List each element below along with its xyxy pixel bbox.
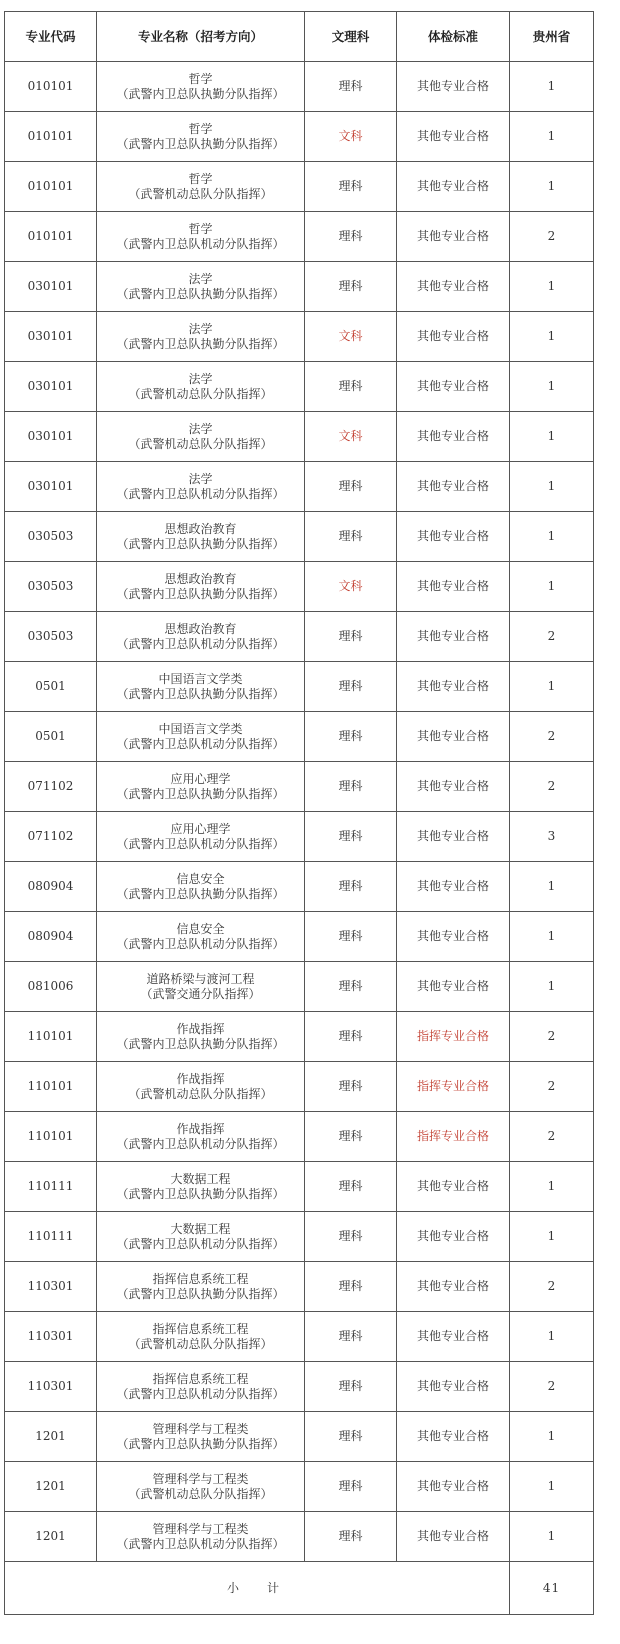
quota-count-cell: 1 xyxy=(510,912,594,962)
header-physical-standard: 体检标准 xyxy=(397,12,510,62)
physical-standard-cell: 其他专业合格 xyxy=(397,312,510,362)
physical-standard-cell: 其他专业合格 xyxy=(397,712,510,762)
quota-count-cell: 1 xyxy=(510,962,594,1012)
major-name: 中国语言文学类 xyxy=(158,671,243,686)
header-subject-track: 文理科 xyxy=(305,12,397,62)
subtotal-row xyxy=(5,1562,594,1615)
subject-track-cell: 文科 xyxy=(305,112,397,162)
major-direction: （武警内卫总队执勤分队指挥） xyxy=(116,886,285,901)
major-code-cell: 030503 xyxy=(5,562,97,612)
subject-track-cell: 理科 xyxy=(305,712,397,762)
subject-track-cell: 理科 xyxy=(305,1512,397,1562)
major-direction: （武警内卫总队机动分队指挥） xyxy=(116,736,285,751)
subject-track-cell: 理科 xyxy=(305,162,397,212)
table-row xyxy=(5,412,594,462)
major-direction: （武警内卫总队执勤分队指挥） xyxy=(116,536,285,551)
quota-count-cell: 1 xyxy=(510,262,594,312)
major-direction: （武警内卫总队机动分队指挥） xyxy=(116,1136,285,1151)
major-name: 法学 xyxy=(188,371,213,386)
physical-standard-cell: 其他专业合格 xyxy=(397,962,510,1012)
quota-count-cell: 1 xyxy=(510,1412,594,1462)
physical-standard-cell: 其他专业合格 xyxy=(397,212,510,262)
major-name: 法学 xyxy=(188,471,213,486)
table-row xyxy=(5,1162,594,1212)
major-name: 信息安全 xyxy=(176,921,225,936)
major-name: 思想政治教育 xyxy=(164,521,237,536)
physical-standard-cell: 其他专业合格 xyxy=(397,412,510,462)
subject-track-cell: 理科 xyxy=(305,1262,397,1312)
table-row xyxy=(5,112,594,162)
quota-count-cell: 1 xyxy=(510,1312,594,1362)
subject-track-cell: 理科 xyxy=(305,1062,397,1112)
physical-standard-cell: 其他专业合格 xyxy=(397,1412,510,1462)
major-direction: （武警内卫总队执勤分队指挥） xyxy=(116,1286,285,1301)
quota-count-cell: 1 xyxy=(510,162,594,212)
physical-standard-cell: 其他专业合格 xyxy=(397,1512,510,1562)
physical-standard-cell: 其他专业合格 xyxy=(397,112,510,162)
major-name-cell xyxy=(97,1462,305,1512)
major-name: 法学 xyxy=(188,321,213,336)
quota-count-cell: 2 xyxy=(510,712,594,762)
major-name-cell xyxy=(97,162,305,212)
major-name: 应用心理学 xyxy=(170,771,231,786)
major-name: 管理科学与工程类 xyxy=(152,1421,249,1436)
table-row xyxy=(5,1462,594,1512)
subtotal-label xyxy=(5,1562,510,1615)
quota-count-cell: 2 xyxy=(510,1262,594,1312)
major-code-cell: 110301 xyxy=(5,1262,97,1312)
major-code-cell: 081006 xyxy=(5,962,97,1012)
major-direction: （武警机动总队分队指挥） xyxy=(128,1486,273,1501)
subtotal-label-text: 小计 xyxy=(226,1580,307,1595)
quota-count-cell: 2 xyxy=(510,762,594,812)
major-name-cell xyxy=(97,212,305,262)
table-row xyxy=(5,1212,594,1262)
major-code-cell: 030101 xyxy=(5,462,97,512)
subject-track-cell: 理科 xyxy=(305,262,397,312)
major-direction: （武警内卫总队机动分队指挥） xyxy=(116,936,285,951)
physical-standard-cell: 其他专业合格 xyxy=(397,1262,510,1312)
table-row xyxy=(5,862,594,912)
table-row xyxy=(5,662,594,712)
physical-standard-cell: 其他专业合格 xyxy=(397,862,510,912)
header-guizhou-quota: 贵州省 xyxy=(510,12,594,62)
quota-count-cell: 2 xyxy=(510,1112,594,1162)
major-code-cell: 110111 xyxy=(5,1162,97,1212)
major-name-cell xyxy=(97,112,305,162)
major-code-cell: 010101 xyxy=(5,112,97,162)
quota-count-cell: 3 xyxy=(510,812,594,862)
subject-track-cell: 理科 xyxy=(305,662,397,712)
physical-standard-cell: 其他专业合格 xyxy=(397,162,510,212)
table-row xyxy=(5,962,594,1012)
major-direction: （武警内卫总队执勤分队指挥） xyxy=(116,136,285,151)
header-major-code: 专业代码 xyxy=(5,12,97,62)
table-row xyxy=(5,262,594,312)
subject-track-cell: 理科 xyxy=(305,62,397,112)
subject-track-cell: 理科 xyxy=(305,862,397,912)
quota-count-cell: 1 xyxy=(510,662,594,712)
subject-track-cell: 理科 xyxy=(305,512,397,562)
physical-standard-cell: 其他专业合格 xyxy=(397,362,510,412)
table-row xyxy=(5,1512,594,1562)
major-code-cell: 071102 xyxy=(5,812,97,862)
major-name-cell xyxy=(97,512,305,562)
quota-count-cell: 1 xyxy=(510,562,594,612)
physical-standard-cell: 其他专业合格 xyxy=(397,62,510,112)
quota-count-cell: 2 xyxy=(510,212,594,262)
major-direction: （武警内卫总队执勤分队指挥） xyxy=(116,786,285,801)
major-name-cell xyxy=(97,1012,305,1062)
major-direction: （武警内卫总队执勤分队指挥） xyxy=(116,1436,285,1451)
major-code-cell: 010101 xyxy=(5,212,97,262)
major-code-cell: 110101 xyxy=(5,1112,97,1162)
major-direction: （武警机动总队分队指挥） xyxy=(128,186,273,201)
quota-count-cell: 1 xyxy=(510,362,594,412)
major-name-cell xyxy=(97,912,305,962)
table-row xyxy=(5,212,594,262)
major-code-cell: 1201 xyxy=(5,1462,97,1512)
table-row xyxy=(5,362,594,412)
major-name: 大数据工程 xyxy=(170,1171,231,1186)
physical-standard-cell: 其他专业合格 xyxy=(397,812,510,862)
subject-track-cell: 理科 xyxy=(305,362,397,412)
major-name: 哲学 xyxy=(188,121,213,136)
major-code-cell: 080904 xyxy=(5,912,97,962)
quota-count-cell: 1 xyxy=(510,412,594,462)
physical-standard-cell: 其他专业合格 xyxy=(397,1312,510,1362)
quota-count-cell: 2 xyxy=(510,1062,594,1112)
major-direction: （武警内卫总队机动分队指挥） xyxy=(116,1386,285,1401)
major-direction: （武警机动总队分队指挥） xyxy=(128,386,273,401)
table-row xyxy=(5,1362,594,1412)
major-name-cell xyxy=(97,312,305,362)
table-row xyxy=(5,462,594,512)
table-row xyxy=(5,812,594,862)
quota-count-cell: 2 xyxy=(510,1012,594,1062)
subject-track-cell: 理科 xyxy=(305,1312,397,1362)
major-name-cell xyxy=(97,1412,305,1462)
physical-standard-cell: 指挥专业合格 xyxy=(397,1062,510,1112)
major-name-cell xyxy=(97,812,305,862)
physical-standard-cell: 其他专业合格 xyxy=(397,762,510,812)
major-direction: （武警内卫总队机动分队指挥） xyxy=(116,486,285,501)
physical-standard-cell: 其他专业合格 xyxy=(397,262,510,312)
header-row xyxy=(5,12,594,62)
major-direction: （武警内卫总队执勤分队指挥） xyxy=(116,586,285,601)
major-name-cell xyxy=(97,612,305,662)
major-name-cell xyxy=(97,1512,305,1562)
table-row xyxy=(5,762,594,812)
major-direction: （武警内卫总队执勤分队指挥） xyxy=(116,336,285,351)
major-code-cell: 030503 xyxy=(5,612,97,662)
major-name: 哲学 xyxy=(188,221,213,236)
major-name: 作战指挥 xyxy=(176,1071,225,1086)
quota-count-cell: 1 xyxy=(510,112,594,162)
physical-standard-cell: 其他专业合格 xyxy=(397,1362,510,1412)
quota-count-cell: 1 xyxy=(510,1512,594,1562)
subject-track-cell: 理科 xyxy=(305,612,397,662)
major-direction: （武警机动总队分队指挥） xyxy=(128,436,273,451)
major-name: 思想政治教育 xyxy=(164,571,237,586)
major-name-cell xyxy=(97,1162,305,1212)
major-name-cell xyxy=(97,1062,305,1112)
major-direction: （武警内卫总队执勤分队指挥） xyxy=(116,1036,285,1051)
major-code-cell: 0501 xyxy=(5,712,97,762)
subject-track-cell: 理科 xyxy=(305,1112,397,1162)
subtotal-count: 41 xyxy=(510,1562,594,1615)
major-name-cell xyxy=(97,412,305,462)
subject-track-cell: 理科 xyxy=(305,812,397,862)
subject-track-cell: 理科 xyxy=(305,1212,397,1262)
subject-track-cell: 理科 xyxy=(305,1412,397,1462)
table-row xyxy=(5,1112,594,1162)
major-name: 作战指挥 xyxy=(176,1021,225,1036)
subject-track-cell: 理科 xyxy=(305,1162,397,1212)
quota-count-cell: 1 xyxy=(510,1462,594,1512)
table-header xyxy=(5,12,594,62)
major-direction: （武警内卫总队执勤分队指挥） xyxy=(116,686,285,701)
major-code-cell: 010101 xyxy=(5,162,97,212)
subject-track-cell: 理科 xyxy=(305,1462,397,1512)
major-name-cell xyxy=(97,462,305,512)
major-direction: （武警内卫总队执勤分队指挥） xyxy=(116,86,285,101)
major-name: 管理科学与工程类 xyxy=(152,1521,249,1536)
major-code-cell: 1201 xyxy=(5,1512,97,1562)
table-row xyxy=(5,712,594,762)
physical-standard-cell: 其他专业合格 xyxy=(397,1462,510,1512)
major-direction: （武警内卫总队机动分队指挥） xyxy=(116,236,285,251)
major-direction: （武警内卫总队机动分队指挥） xyxy=(116,1236,285,1251)
major-name: 指挥信息系统工程 xyxy=(152,1371,249,1386)
major-code-cell: 110301 xyxy=(5,1312,97,1362)
major-name: 指挥信息系统工程 xyxy=(152,1321,249,1336)
major-code-cell: 1201 xyxy=(5,1412,97,1462)
major-name: 中国语言文学类 xyxy=(158,721,243,736)
table-row xyxy=(5,612,594,662)
major-name-cell xyxy=(97,62,305,112)
table-row xyxy=(5,1012,594,1062)
quota-count-cell: 1 xyxy=(510,62,594,112)
physical-standard-cell: 指挥专业合格 xyxy=(397,1012,510,1062)
major-code-cell: 030101 xyxy=(5,362,97,412)
major-name: 思想政治教育 xyxy=(164,621,237,636)
major-name: 作战指挥 xyxy=(176,1121,225,1136)
subject-track-cell: 理科 xyxy=(305,762,397,812)
table-row xyxy=(5,512,594,562)
physical-standard-cell: 其他专业合格 xyxy=(397,912,510,962)
major-direction: （武警机动总队分队指挥） xyxy=(128,1336,273,1351)
subject-track-cell: 理科 xyxy=(305,212,397,262)
physical-standard-cell: 其他专业合格 xyxy=(397,662,510,712)
major-code-cell: 030101 xyxy=(5,262,97,312)
major-direction: （武警内卫总队执勤分队指挥） xyxy=(116,1186,285,1201)
subject-track-cell: 理科 xyxy=(305,462,397,512)
major-name: 信息安全 xyxy=(176,871,225,886)
major-code-cell: 0501 xyxy=(5,662,97,712)
major-code-cell: 110111 xyxy=(5,1212,97,1262)
major-name-cell xyxy=(97,1212,305,1262)
quota-count-cell: 1 xyxy=(510,512,594,562)
major-name: 哲学 xyxy=(188,171,213,186)
major-name-cell xyxy=(97,562,305,612)
subject-track-cell: 理科 xyxy=(305,962,397,1012)
major-name: 大数据工程 xyxy=(170,1221,231,1236)
table-row xyxy=(5,1062,594,1112)
subject-track-cell: 文科 xyxy=(305,412,397,462)
major-direction: （武警交通分队指挥） xyxy=(140,986,261,1001)
major-name: 管理科学与工程类 xyxy=(152,1471,249,1486)
quota-count-cell: 1 xyxy=(510,1212,594,1262)
physical-standard-cell: 其他专业合格 xyxy=(397,462,510,512)
major-code-cell: 110301 xyxy=(5,1362,97,1412)
subject-track-cell: 文科 xyxy=(305,562,397,612)
major-name-cell xyxy=(97,1312,305,1362)
major-code-cell: 030101 xyxy=(5,312,97,362)
table-row xyxy=(5,1312,594,1362)
quota-count-cell: 1 xyxy=(510,312,594,362)
major-code-cell: 110101 xyxy=(5,1012,97,1062)
subject-track-cell: 理科 xyxy=(305,1362,397,1412)
table-row xyxy=(5,62,594,112)
table-body xyxy=(5,62,594,1562)
major-direction: （武警内卫总队执勤分队指挥） xyxy=(116,286,285,301)
major-code-cell: 071102 xyxy=(5,762,97,812)
major-name-cell xyxy=(97,712,305,762)
major-name-cell xyxy=(97,1262,305,1312)
major-name-cell xyxy=(97,1112,305,1162)
major-code-cell: 110101 xyxy=(5,1062,97,1112)
table-row xyxy=(5,162,594,212)
physical-standard-cell: 其他专业合格 xyxy=(397,562,510,612)
major-code-cell: 080904 xyxy=(5,862,97,912)
major-code-cell: 030101 xyxy=(5,412,97,462)
major-name-cell xyxy=(97,262,305,312)
major-name-cell xyxy=(97,1362,305,1412)
quota-count-cell: 1 xyxy=(510,1162,594,1212)
table-footer xyxy=(5,1562,594,1615)
quota-count-cell: 2 xyxy=(510,612,594,662)
major-direction: （武警内卫总队机动分队指挥） xyxy=(116,836,285,851)
major-name: 指挥信息系统工程 xyxy=(152,1271,249,1286)
major-name-cell xyxy=(97,762,305,812)
table-row xyxy=(5,1412,594,1462)
major-code-cell: 030503 xyxy=(5,512,97,562)
quota-count-cell: 2 xyxy=(510,1362,594,1412)
major-name-cell xyxy=(97,362,305,412)
major-direction: （武警机动总队分队指挥） xyxy=(128,1086,273,1101)
physical-standard-cell: 其他专业合格 xyxy=(397,512,510,562)
table-row xyxy=(5,312,594,362)
physical-standard-cell: 其他专业合格 xyxy=(397,612,510,662)
major-name: 法学 xyxy=(188,421,213,436)
table-row xyxy=(5,1262,594,1312)
major-code-cell: 010101 xyxy=(5,62,97,112)
major-direction: （武警内卫总队机动分队指挥） xyxy=(116,1536,285,1551)
quota-count-cell: 1 xyxy=(510,862,594,912)
physical-standard-cell: 其他专业合格 xyxy=(397,1162,510,1212)
table-row xyxy=(5,562,594,612)
major-direction: （武警内卫总队机动分队指挥） xyxy=(116,636,285,651)
major-name-cell xyxy=(97,862,305,912)
subject-track-cell: 理科 xyxy=(305,912,397,962)
major-name-cell xyxy=(97,662,305,712)
major-name: 道路桥梁与渡河工程 xyxy=(146,971,255,986)
major-name: 应用心理学 xyxy=(170,821,231,836)
physical-standard-cell: 指挥专业合格 xyxy=(397,1112,510,1162)
major-name: 哲学 xyxy=(188,71,213,86)
enrollment-table xyxy=(4,11,594,1615)
quota-count-cell: 1 xyxy=(510,462,594,512)
major-name: 法学 xyxy=(188,271,213,286)
header-major-name: 专业名称（招考方向） xyxy=(97,12,305,62)
table-row xyxy=(5,912,594,962)
subject-track-cell: 文科 xyxy=(305,312,397,362)
physical-standard-cell: 其他专业合格 xyxy=(397,1212,510,1262)
major-name-cell xyxy=(97,962,305,1012)
subject-track-cell: 理科 xyxy=(305,1012,397,1062)
